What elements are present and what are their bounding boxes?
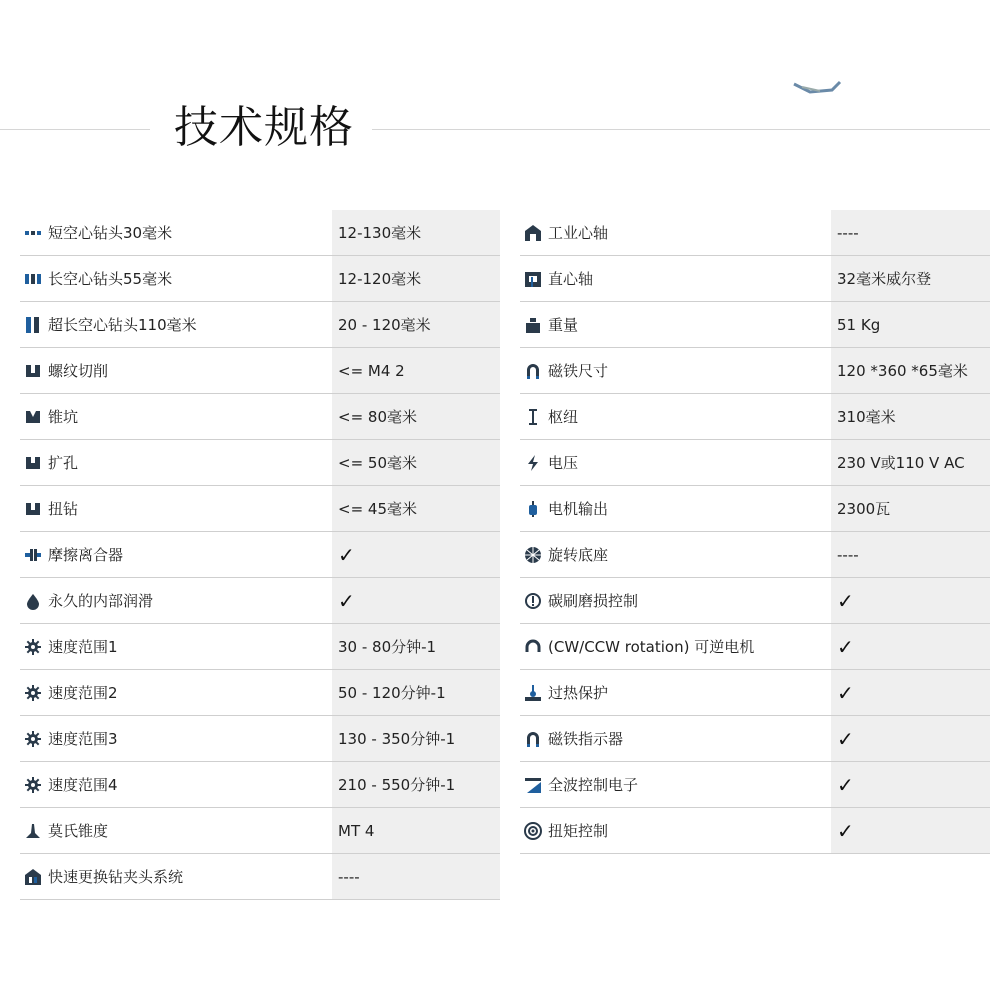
spec-label: 摩擦离合器	[48, 546, 124, 564]
spec-value: ✓	[332, 532, 500, 577]
industrial-spindle-icon	[524, 224, 542, 242]
spec-label: 重量	[548, 316, 579, 334]
spec-label: 速度范围3	[48, 730, 118, 748]
spec-value: 310毫米	[831, 394, 990, 439]
spec-label: 工业心轴	[548, 224, 609, 242]
spec-label: (CW/CCW rotation) 可逆电机	[548, 638, 755, 656]
gear-icon	[24, 730, 42, 748]
spec-label: 螺纹切削	[48, 362, 109, 380]
spec-label: 扭钻	[48, 500, 79, 518]
oil-drop-icon	[24, 592, 42, 610]
gear-icon	[24, 776, 42, 794]
swivel-base-icon	[524, 546, 542, 564]
spec-label-cell	[20, 578, 332, 623]
spec-table-left	[20, 210, 500, 900]
spec-label: 磁铁尺寸	[548, 362, 609, 380]
spec-label-cell	[20, 440, 332, 485]
brush-wear-icon	[524, 592, 542, 610]
spec-label: 莫氏锥度	[48, 822, 109, 840]
header-rule-right	[372, 129, 990, 130]
spec-row	[520, 808, 990, 854]
spec-row	[20, 808, 500, 854]
spec-label: 电机输出	[548, 500, 609, 518]
spec-row	[520, 762, 990, 808]
spec-value: 12-120毫米	[332, 256, 500, 301]
spec-row	[20, 486, 500, 532]
spec-label-cell	[20, 762, 332, 807]
spec-label: 速度范围2	[48, 684, 118, 702]
spec-row	[20, 670, 500, 716]
spec-value: 230 V或110 V AC	[831, 440, 990, 485]
spec-label-cell	[520, 624, 831, 669]
spec-label-cell	[20, 394, 332, 439]
spec-label-cell	[20, 854, 332, 899]
spec-row	[20, 348, 500, 394]
spec-row	[520, 348, 990, 394]
spec-label: 扩孔	[48, 454, 79, 472]
thread-tapping-icon	[24, 362, 42, 380]
spec-label-cell	[520, 762, 831, 807]
spec-value: ✓	[831, 762, 990, 807]
spec-label-cell	[520, 348, 831, 393]
spec-label-cell	[520, 808, 831, 853]
spec-label: 快速更换钻夹头系统	[48, 868, 184, 886]
spec-row	[520, 486, 990, 532]
twist-drill-icon	[24, 500, 42, 518]
spec-value: MT 4	[332, 808, 500, 853]
spec-row	[20, 440, 500, 486]
spec-value: ✓	[831, 808, 990, 853]
spec-value: ✓	[831, 716, 990, 761]
spec-value: <= 80毫米	[332, 394, 500, 439]
spec-label-cell	[20, 486, 332, 531]
spec-label-cell	[20, 348, 332, 393]
header-rule-left	[0, 129, 150, 130]
spec-value: 120 *360 *65毫米	[831, 348, 990, 393]
spec-value: ----	[831, 210, 990, 255]
spec-value: ----	[831, 532, 990, 577]
spec-row	[20, 854, 500, 900]
spec-label-cell	[20, 532, 332, 577]
spec-row	[520, 394, 990, 440]
spec-table-right	[520, 210, 990, 854]
spec-label: 全波控制电子	[548, 776, 639, 794]
spec-label: 长空心钻头55毫米	[48, 270, 173, 288]
spec-label-cell	[20, 210, 332, 255]
spec-label: 枢纽	[548, 408, 579, 426]
spec-label: 扭矩控制	[548, 822, 609, 840]
spec-value: 210 - 550分钟-1	[332, 762, 500, 807]
spec-value: 2300瓦	[831, 486, 990, 531]
spec-row	[520, 670, 990, 716]
reaming-icon	[24, 454, 42, 472]
magnet-icon	[524, 730, 542, 748]
spec-label-cell	[20, 808, 332, 853]
spec-row	[20, 256, 500, 302]
friction-clutch-icon	[24, 546, 42, 564]
spec-row	[520, 532, 990, 578]
long-core-drill-icon	[24, 270, 42, 288]
reversible-motor-icon	[524, 638, 542, 656]
countersink-icon	[24, 408, 42, 426]
spec-value: 130 - 350分钟-1	[332, 716, 500, 761]
page-title: 技术规格	[174, 102, 354, 153]
spec-value: 12-130毫米	[332, 210, 500, 255]
spec-value: <= M4 2	[332, 348, 500, 393]
logo-fragment-icon	[792, 78, 842, 96]
spec-label: 直心轴	[548, 270, 594, 288]
spec-label: 短空心钻头30毫米	[48, 224, 173, 242]
spec-value: <= 45毫米	[332, 486, 500, 531]
spec-label-cell	[20, 670, 332, 715]
spec-row	[520, 624, 990, 670]
motor-output-icon	[524, 500, 542, 518]
spec-row	[20, 210, 500, 256]
spec-value: ✓	[332, 578, 500, 623]
spec-row	[520, 256, 990, 302]
spec-label-cell	[520, 394, 831, 439]
torque-control-icon	[524, 822, 542, 840]
quick-change-chuck-icon	[24, 868, 42, 886]
gear-icon	[24, 684, 42, 702]
spec-label: 电压	[548, 454, 579, 472]
spec-label-cell	[520, 716, 831, 761]
straight-spindle-icon	[524, 270, 542, 288]
spec-label-cell	[520, 210, 831, 255]
magnet-icon	[524, 362, 542, 380]
spec-row	[20, 302, 500, 348]
spec-row	[20, 716, 500, 762]
spec-label: 永久的内部润滑	[48, 592, 154, 610]
gear-icon	[24, 638, 42, 656]
spec-label: 碳刷磨损控制	[548, 592, 639, 610]
spec-value: 51 Kg	[831, 302, 990, 347]
spec-value: 32毫米威尔登	[831, 256, 990, 301]
spec-row	[20, 578, 500, 624]
spec-label-cell	[520, 532, 831, 577]
spec-row	[20, 394, 500, 440]
short-core-drill-icon	[24, 224, 42, 242]
spec-label-cell	[520, 302, 831, 347]
spec-label: 旋转底座	[548, 546, 609, 564]
spec-label-cell	[520, 256, 831, 301]
spec-label: 磁铁指示器	[548, 730, 624, 748]
spec-label-cell	[20, 716, 332, 761]
spec-label-cell	[520, 670, 831, 715]
spec-row	[20, 624, 500, 670]
spec-label: 速度范围4	[48, 776, 118, 794]
spec-label-cell	[520, 578, 831, 623]
spec-value: 20 - 120毫米	[332, 302, 500, 347]
spec-label: 速度范围1	[48, 638, 118, 656]
spec-label-cell	[20, 624, 332, 669]
spec-value: ✓	[831, 670, 990, 715]
spec-value: ----	[332, 854, 500, 899]
fullwave-electronics-icon	[524, 776, 542, 794]
spec-value: ✓	[831, 578, 990, 623]
spec-row	[20, 532, 500, 578]
spec-value: 50 - 120分钟-1	[332, 670, 500, 715]
spec-row	[20, 762, 500, 808]
overheat-stop-icon	[524, 684, 542, 702]
spec-row	[520, 302, 990, 348]
spec-label: 超长空心钻头110毫米	[48, 316, 197, 334]
spec-label-cell	[20, 256, 332, 301]
spec-row	[520, 440, 990, 486]
spec-row	[520, 716, 990, 762]
voltage-icon	[524, 454, 542, 472]
spec-label-cell	[520, 440, 831, 485]
spec-value: <= 50毫米	[332, 440, 500, 485]
spec-row	[520, 578, 990, 624]
spec-label: 过热保护	[548, 684, 609, 702]
spec-label-cell	[20, 302, 332, 347]
spec-value: ✓	[831, 624, 990, 669]
spec-value: 30 - 80分钟-1	[332, 624, 500, 669]
spec-label: 锥坑	[48, 408, 79, 426]
spec-label-cell	[520, 486, 831, 531]
weight-icon	[524, 316, 542, 334]
stroke-icon	[524, 408, 542, 426]
extra-long-core-drill-icon	[24, 316, 42, 334]
spec-row	[520, 210, 990, 256]
morse-taper-icon	[24, 822, 42, 840]
